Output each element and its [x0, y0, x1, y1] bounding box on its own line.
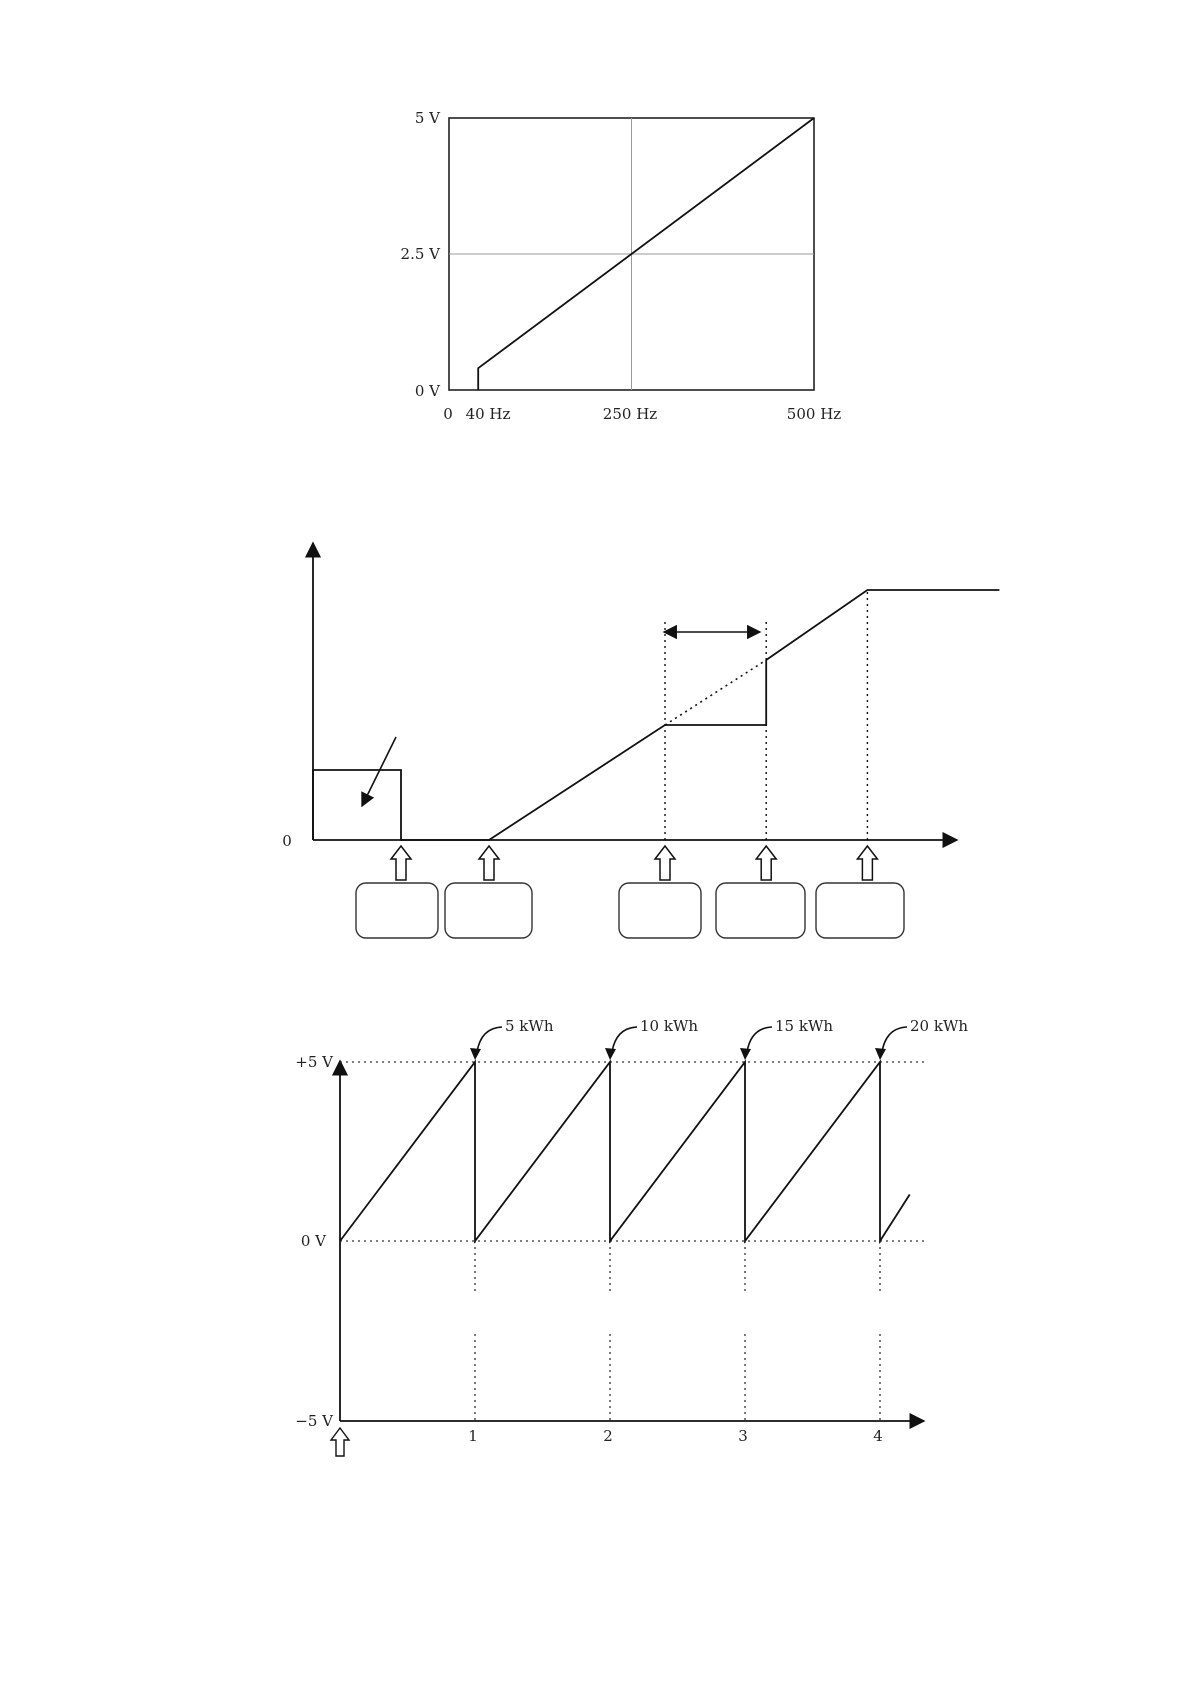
chart-2-box-2	[445, 883, 532, 938]
chart-3-annotation-curve-1	[477, 1027, 502, 1052]
chart-2-up-arrow-icon-5	[857, 846, 877, 880]
chart-3-series-line	[340, 1062, 910, 1241]
chart-2-control-sequence	[282, 543, 999, 938]
chart-2-up-arrow-icon-3	[655, 846, 675, 880]
chart-2-projection-dotted	[665, 660, 766, 725]
chart-3-annotation-curve-2	[612, 1027, 637, 1052]
chart-1-x-tick-250: 250 Hz	[602, 405, 658, 423]
chart-2-up-arrow-icon-4	[756, 846, 776, 880]
chart-3-vertical-guides	[475, 1241, 880, 1421]
chart-3-y-tick-minus5: −5 V	[295, 1412, 333, 1430]
chart-3-annotation-label-4: 20 kWh	[910, 1017, 969, 1035]
chart-3-annotations	[470, 1017, 968, 1060]
chart-3-annotation-arrowhead-3	[740, 1048, 751, 1060]
chart-2-event-markers	[391, 846, 877, 880]
chart-3-annotation-curve-3	[747, 1027, 772, 1052]
chart-2-box-4	[716, 883, 805, 938]
chart-2-origin-label: 0	[282, 832, 292, 850]
chart-2-pointer-arrow	[362, 737, 396, 806]
chart-2-box-1	[356, 883, 438, 938]
chart-1-x-tick-40: 40 Hz	[465, 405, 511, 423]
chart-2-up-arrow-icon-2	[479, 846, 499, 880]
chart-3-x-tick-4: 4	[873, 1427, 883, 1445]
chart-2-box-5	[816, 883, 904, 938]
chart-3-annotation-arrowhead-1	[470, 1048, 481, 1060]
chart-3-annotation-curve-4	[882, 1027, 907, 1052]
chart-3-annotation-arrowhead-4	[875, 1048, 886, 1060]
chart-3-annotation-label-1: 5 kWh	[505, 1017, 554, 1035]
chart-2-series-line	[313, 590, 999, 840]
chart-1-y-tick-2.5: 2.5 V	[400, 245, 440, 263]
chart-1-voltage-vs-frequency	[401, 109, 842, 423]
chart-3-y-tick-0: 0 V	[300, 1232, 326, 1250]
chart-2-up-arrow-icon-1	[391, 846, 411, 880]
chart-1-x-tick-500: 500 Hz	[786, 405, 842, 423]
chart-3-x-tick-2: 2	[603, 1427, 613, 1445]
chart-3-y-tick-plus5: +5 V	[295, 1053, 333, 1071]
chart-3-start-marker-arrow-icon	[331, 1428, 349, 1456]
chart-3-sawtooth-energy	[295, 1017, 968, 1456]
chart-3-annotation-label-2: 10 kWh	[640, 1017, 699, 1035]
chart-3-x-tick-1: 1	[468, 1427, 478, 1445]
chart-1-x-tick-0: 0	[443, 405, 453, 423]
chart-3-annotation-arrowhead-2	[605, 1048, 616, 1060]
chart-2-box-3	[619, 883, 701, 938]
chart-1-y-tick-0: 0 V	[414, 382, 440, 400]
chart-3-annotation-label-3: 15 kWh	[775, 1017, 834, 1035]
chart-1-y-tick-5: 5 V	[414, 109, 440, 127]
chart-3-x-tick-3: 3	[738, 1427, 748, 1445]
